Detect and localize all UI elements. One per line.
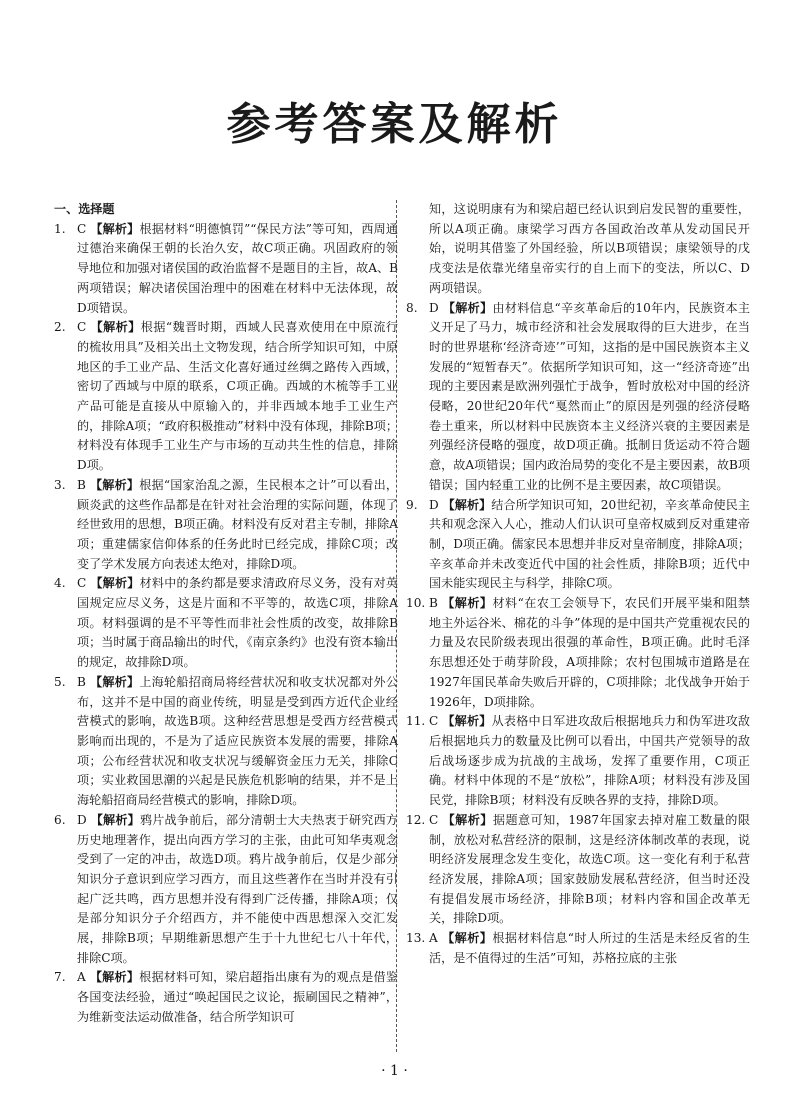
- item-text: 由材料信息“辛亥革命后的10年内，民族资本主义开足了马力，城市经济和社会发展取得的巨大进步，在当时的世界堪称‘经济奇迹’”可知，这指的是中国民族资本主义发展的“短暂春天”。依据所学知识可知，这一“经济奇迹”出现的主要因素是欧洲列强忙于战争，暂时放松对中国的经济侵略，20世纪20年代“戛然而止”的原因是列强的经济侵略卷土重来，所以材料中民族资本主义经济兴衰的主要因素是列强经济侵略的强度，故D项正确。抵制日货运动不符合题意，故A项错误；国内政治局势的变化不是主要因素，故B项错误；国内轻重工业的比例不是主要因素，故C项错误。: [429, 300, 750, 492]
- item-number: 3.: [54, 477, 66, 492]
- item-answer: A: [77, 970, 86, 985]
- item-text: 根据“魏晋时期，西域人民喜欢使用在中原流行的梳妆用具”及相关出土文物发现，结合所学知识可知，中原地区的手工业产品、生活文化喜好通过丝绸之路传入西域，密切了西域与中原的联系，C项正确。西域的木梳等手工业产品可能是直接从中原输入的，并非西域本地手工业生产的，排除A项；“政府积极推动”材料中没有体现，排除B项；材料没有体现手工业生产与市场的互动共生性的信息，排除D项。: [77, 320, 398, 473]
- continued-paragraph: 知，这说明康有为和梁启超已经认识到启发民智的重要性，所以A项正确。康梁学习西方各国政治改革从发动国民开始，说明其借鉴了外国经验，所以B项错误；康梁领导的戊戌变法是依靠光绪皇帝实行的自上而下的变法，所以C、D两项错误。: [429, 202, 750, 295]
- item-tag: 【解析】: [89, 674, 140, 689]
- item-text: 根据材料信息“时人所过的生活是未经反省的生活，是不值得过的生活”可知，苏格拉底的主张: [429, 931, 750, 965]
- answer-item: [54, 811, 398, 969]
- answer-item: [406, 712, 750, 811]
- item-number: 5.: [54, 674, 66, 689]
- answer-item: [406, 496, 750, 595]
- item-tag: 【解析】: [442, 300, 493, 315]
- item-text: 根据“国家治乱之源，生民根本之计”可以看出，顾炎武的这些作品都是在针对社会治理的实际问题，体现了经世致用的思想，B项正确。材料没有反对君主专制，排除A项；重建儒家信仰体系的任务此时已经完成，排除C项；改变了学术发展方向表述太绝对，排除D项。: [77, 477, 398, 571]
- item-number: 6.: [54, 812, 66, 827]
- item-number: 9.: [406, 497, 418, 512]
- item-text: 结合所学知识可知，20世纪初，辛亥革命使民主共和观念深入人心，推动人们认识可皇帝权威到反对重建帝制，D项正确。儒家民本思想并非反对皇帝制度，排除A项；辛亥革命并未改变近代中国的社会性质，排除B项；近代中国未能实现民主与科学，排除C项。: [429, 497, 750, 591]
- item-number: 7.: [54, 970, 66, 985]
- item-answer: A: [429, 931, 438, 946]
- item-tag: 【解析】: [90, 221, 140, 236]
- item-text: 据题意可知，1987年国家去掉对雇工数量的限制，放松对私营经济的限制，这是经济体制改革的表现，说明经济发展理念发生变化，故选C项。这一变化有利于私营经济发展，排除A项；国家鼓励发展私营经济，但当时还没有提倡发展市场经济，排除B项；材料内容和国企改革无关，排除D项。: [429, 812, 750, 926]
- item-number: 12.: [406, 812, 426, 827]
- item-tag: 【解析】: [442, 497, 492, 512]
- answer-item: [54, 476, 398, 575]
- item-text: 根据材料“明德慎罚”“保民方法”等可知，西周通过德治来确保王朝的长治久安，故C项正确。巩固政府的领导地位和加强对诸侯国的政治监督不是题目的主旨，故A、B两项错误；解决诸侯国治理中的困难在材料中无法体现，故D项错误。: [77, 221, 398, 315]
- item-answer: B: [77, 477, 86, 492]
- page-number: · 1 ·: [381, 1063, 408, 1079]
- item-number: 1.: [54, 221, 66, 236]
- section-heading: 一、选择题: [54, 202, 115, 216]
- item-number: 2.: [54, 320, 66, 335]
- item-answer: C: [429, 812, 439, 827]
- right-item-list: [406, 299, 750, 969]
- item-text: 材料“在农工会领导下，农民们开展平粜和阻禁地主外运谷米、棉花的斗争”体现的是中国共产党重视农民的力量及农民阶级表现出很强的革命性，B项正确。此时毛泽东思想还处于萌芽阶段，A项排除；农村包围城市道路是在1927年国民革命失败后开辟的，C项排除；北伐战争开始于1926年，D项排除。: [429, 596, 750, 709]
- column-divider: [396, 200, 397, 1052]
- item-text: 材料中的条约都是要求清政府尽义务，没有对英国规定应尽义务，这是片面和不平等的，故选C项，排除A项。材料强调的是不平等性而非社会性质的改变，故排除B项；当时属于商品输出的时代，《南京条约》也没有资本输出的规定，故排除D项。: [77, 576, 398, 670]
- item-tag: 【解析】: [89, 477, 140, 492]
- answer-item: [54, 673, 398, 811]
- left-item-list: [54, 220, 398, 1028]
- item-answer: B: [77, 674, 86, 689]
- page-title: 参考答案及解析: [226, 99, 563, 150]
- item-tag: 【解析】: [442, 931, 493, 946]
- item-answer: C: [429, 714, 439, 729]
- item-answer: D: [429, 300, 439, 315]
- answer-item: [54, 318, 398, 476]
- item-tag: 【解析】: [442, 812, 493, 827]
- item-answer: D: [77, 812, 87, 827]
- item-text: 鸦片战争前后，部分清朝士大夫热衷于研究西方历史地理著作，提出向西方学习的主张，由此可知华夷观念受到了一定的冲击，故选D项。鸦片战争前后，仅是少部分知识分子意识到应学习西方，而且这些著作在当时并没有引起广泛共鸣，西方思想并没有得到广泛传播，排除A项；仅是部分知识分子介绍西方，并不能使中西思想深入交汇发展，排除B项；早期维新思想产生于十九世纪七八十年代，排除C项。: [77, 812, 398, 965]
- item-answer: C: [77, 221, 87, 236]
- item-answer: C: [77, 576, 87, 591]
- item-text: 根据材料可知，梁启超指出康有为的观点是借鉴各国变法经验，通过“唤起国民之议论，振刷国民之精神”，为维新变法运动做准备，结合所学知识可: [77, 970, 398, 1024]
- item-tag: 【解析】: [90, 320, 141, 335]
- answer-item: [54, 574, 398, 673]
- item-answer: C: [77, 320, 87, 335]
- item-answer: B: [429, 596, 438, 611]
- item-tag: 【解析】: [90, 812, 140, 827]
- right-column: [406, 200, 750, 968]
- item-tag: 【解析】: [442, 714, 492, 729]
- item-number: 13.: [406, 931, 426, 946]
- answer-item: [54, 220, 398, 319]
- left-column: [54, 200, 398, 1028]
- item-number: 11.: [406, 714, 426, 729]
- answer-item: [406, 299, 750, 496]
- item-number: 10.: [406, 596, 426, 611]
- item-tag: 【解析】: [90, 576, 140, 591]
- answer-item: [406, 594, 750, 712]
- item-number: 8.: [406, 300, 418, 315]
- answer-item: [54, 968, 398, 1027]
- item-tag: 【解析】: [442, 596, 493, 611]
- answer-item: [406, 811, 750, 929]
- item-answer: D: [429, 497, 439, 512]
- item-text: 上海轮船招商局将经营状况和收支状况都对外公布，这并不是中国的商业传统，明显是受到西方近代企业经营模式的影响，故选B项。这种经营思想是受西方经营模式影响而出现的，不是为了适应民族资本发展的需要，排除A项；公布经营状况和收支状况与缓解资金压力无关，排除C项；实业救国思潮的兴起是民族危机影响的结果，并不是上海轮船招商局经营模式的影响，排除D项。: [77, 674, 398, 808]
- item-number: 4.: [54, 576, 66, 591]
- item-tag: 【解析】: [89, 970, 140, 985]
- item-text: 从表格中日军进攻敌后根据地兵力和伪军进攻敌后根据地兵力的数量及比例可以看出，中国共产党领导的敌后战场逐步成为抗战的主战场，发挥了重要作用，C项正确。材料中体现的不是“放松”，排除A项；材料没有涉及国民党，排除B项；材料没有反映各界的支持，排除D项。: [429, 714, 750, 808]
- answer-item: [406, 929, 750, 968]
